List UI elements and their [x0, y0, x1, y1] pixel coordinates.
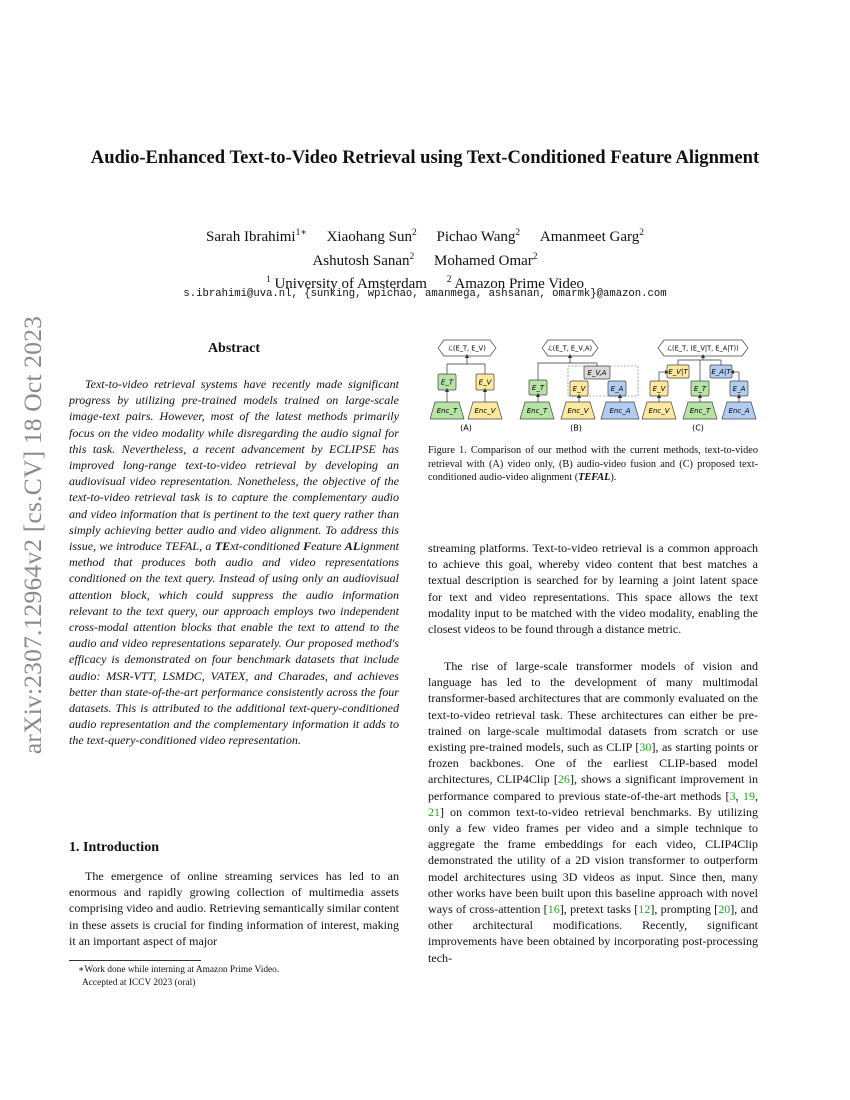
abstract-text: Text-to-video retrieval systems have recently made significant progress by utilizing pre-trained models trained on large-scale image-text pairs. However, most of the latest methods primarily focus on the video modality while disregarding the audio signal for this task. Nevertheless, a recent advancement by ECLIPSE has improved long-range text-to-video retrieval by developing an audiovisual video representation. Nonetheless, the objective of the text-to-video retrieval task is to capture the complementary audio and video information that is pertinent to the text query rather than simply achieving better audio and video alignment. To address this issue, we introduce TEFAL, a TExt-conditioned Feature ALignment method that produces both audio and video representations conditioned on the text query. Instead of using only an audiovisual attention block, which could suppress the audio information relevant to the text query, our approach employs two independent cross-modal attention blocks that enable the text to attend to the audio and video representations separately. Our proposed method's efficacy is demonstrated on four benchmark datasets that include audio: MSR-VTT, LSMDC, VATEX, and Charades, and achieves better than state-of-the-art performance consistently across the four datasets. This is attributed to the additional text-query-conditioned audio representation and the complementary information it adds to the text-query-conditioned video representation.	[69, 377, 400, 748]
citation-link[interactable]: 20	[718, 902, 731, 917]
encoder-label: Enc_T	[689, 407, 711, 415]
embedding-block-label: E_T	[531, 384, 545, 392]
embedding-block-label: E_V	[652, 385, 666, 393]
authors-row-1	[80, 224, 770, 248]
loss-label: ℒ(E_T, E_V)	[448, 344, 486, 353]
fusion-block-label: E_V,A	[587, 369, 607, 377]
panel-label-c: (C)	[692, 423, 704, 433]
panel-label-b: (B)	[570, 423, 582, 433]
citation-link[interactable]: 12	[638, 902, 651, 917]
author: Sarah Ibrahimi$^{1∗}$	[206, 228, 307, 245]
eclipse-name: ECLIPSE	[328, 441, 376, 456]
embedding-block-label: E_A	[732, 385, 746, 393]
author-block	[80, 224, 770, 295]
figure-1-caption: Figure 1. Comparison of our method with the current methods, text-to-video retrieval with (A) video only, (B) audio-video fusion and (C) proposed text-conditioned audio-video alignment (TEFAL).	[428, 445, 758, 483]
conditioned-block-label: E_V|T	[668, 368, 688, 376]
citation-link[interactable]: 3	[729, 788, 736, 803]
citation-link[interactable]: 30	[639, 740, 652, 755]
footnote: ∗Work done while interning at Amazon Prime Video. Accepted at ICCV 2023 (oral)	[78, 965, 280, 988]
authors-row-2	[80, 248, 770, 272]
citation-link[interactable]: 16	[547, 902, 560, 917]
loss-label: ℒ(E_T, (E_V|T, E_A|T))	[667, 344, 739, 353]
body-paragraph-1: streaming platforms. Text-to-video retrieval is a common approach to achieve this goal, whereby video content that best matches a textual description is searched for by learning a joint latent space for text and video representations. This space allows the text modality input to be matched with the video modality, enabling the closest videos to be found through a distance metric.	[428, 541, 758, 637]
citation-link[interactable]: 21	[428, 804, 441, 819]
affiliation: $^1$ University of Amsterdam	[265, 275, 427, 292]
embedding-block-label: E_A	[610, 385, 624, 393]
section-heading-introduction: 1. Introduction	[69, 840, 159, 855]
arxiv-id-text: arXiv:2307.12964v2 [cs.CV] 18 Oct 2023	[18, 315, 47, 755]
encoder-label: Enc_A	[728, 407, 750, 415]
intro-paragraph: The emergence of online streaming services has led to an enormous and rapidly growing collection of multimedia assets comprising video and audio. Retrieving semantically similar content in these assets is crucial for finding information of interest, making it an important aspect of major	[69, 869, 399, 948]
embedding-block-label: E_T	[440, 378, 454, 387]
citation-link[interactable]: 19	[742, 788, 755, 803]
encoder-label: Enc_T	[526, 407, 548, 415]
embedding-block-label: E_V	[478, 378, 492, 387]
abstract-heading: Abstract	[207, 341, 261, 356]
body-paragraph-2: The rise of large-scale transformer models of vision and language has led to the development of many multimodal transformer-based architectures that are commonly evaluated on the text-to-video retrieval task. These architectures can either be pre-trained on large-scale multimodal datasets from scratch or use existing pre-trained models, such as CLIP [30], as starting points or frozen backbones. One of the earliest CLIP-based model architectures, CLIP4Clip [26], shows a significant improvement in performance compared to previous state-of-the-art methods [3, 19, 21] on common text-to-video retrieval benchmarks. By utilizing only a few video frames per video and a simple technique to aggregate the frame embeddings for each video, CLIP4Clip demonstrated the utility of a 2D vision transformer to outperform model architectures using 3D videos as input. Since then, many other works have been built upon this baseline approach with novel ways of cross-attention [16], pretext tasks [12], prompting [20], and other architectural modifications. Recently, significant improvements have been obtained by incorporating post-processing tech-	[428, 659, 759, 965]
citation-link[interactable]: 26	[557, 772, 570, 787]
conditioned-block-label: E_A|T	[711, 368, 731, 376]
author: Amanmeet Garg$^2$	[539, 228, 644, 245]
author-emails: s.ibrahimi@uva.nl, {sunking, wpichao, amanmega, ashsanan, omarmk}@amazon.com	[183, 288, 667, 300]
encoder-label: Enc_A	[609, 407, 631, 415]
encoder-label: Enc_V	[474, 407, 496, 415]
loss-label: ℒ(E_T, E_V,A)	[547, 344, 593, 353]
encoder-label: Enc_V	[567, 407, 589, 415]
affiliation: $^2$ Amazon Prime Video	[446, 275, 585, 292]
author: Mohamed Omar$^2$	[434, 251, 538, 269]
paper-title: Audio-Enhanced Text-to-Video Retrieval using Text-Conditioned Feature Alignment	[90, 147, 760, 168]
figure-1	[430, 336, 760, 436]
author: Xiaohang Sun$^2$	[326, 228, 417, 245]
embedding-block-label: E_V	[572, 385, 586, 393]
author: Pichao Wang$^2$	[436, 228, 521, 245]
embedding-block-label: E_T	[693, 385, 707, 393]
panel-label-a: (A)	[460, 423, 472, 433]
author: Ashutosh Sanan$^2$	[312, 251, 415, 269]
encoder-label: Enc_V	[648, 407, 670, 415]
footnote-rule	[69, 960, 201, 961]
arxiv-sidebar-id	[18, 290, 48, 780]
encoder-label: Enc_T	[436, 407, 458, 415]
